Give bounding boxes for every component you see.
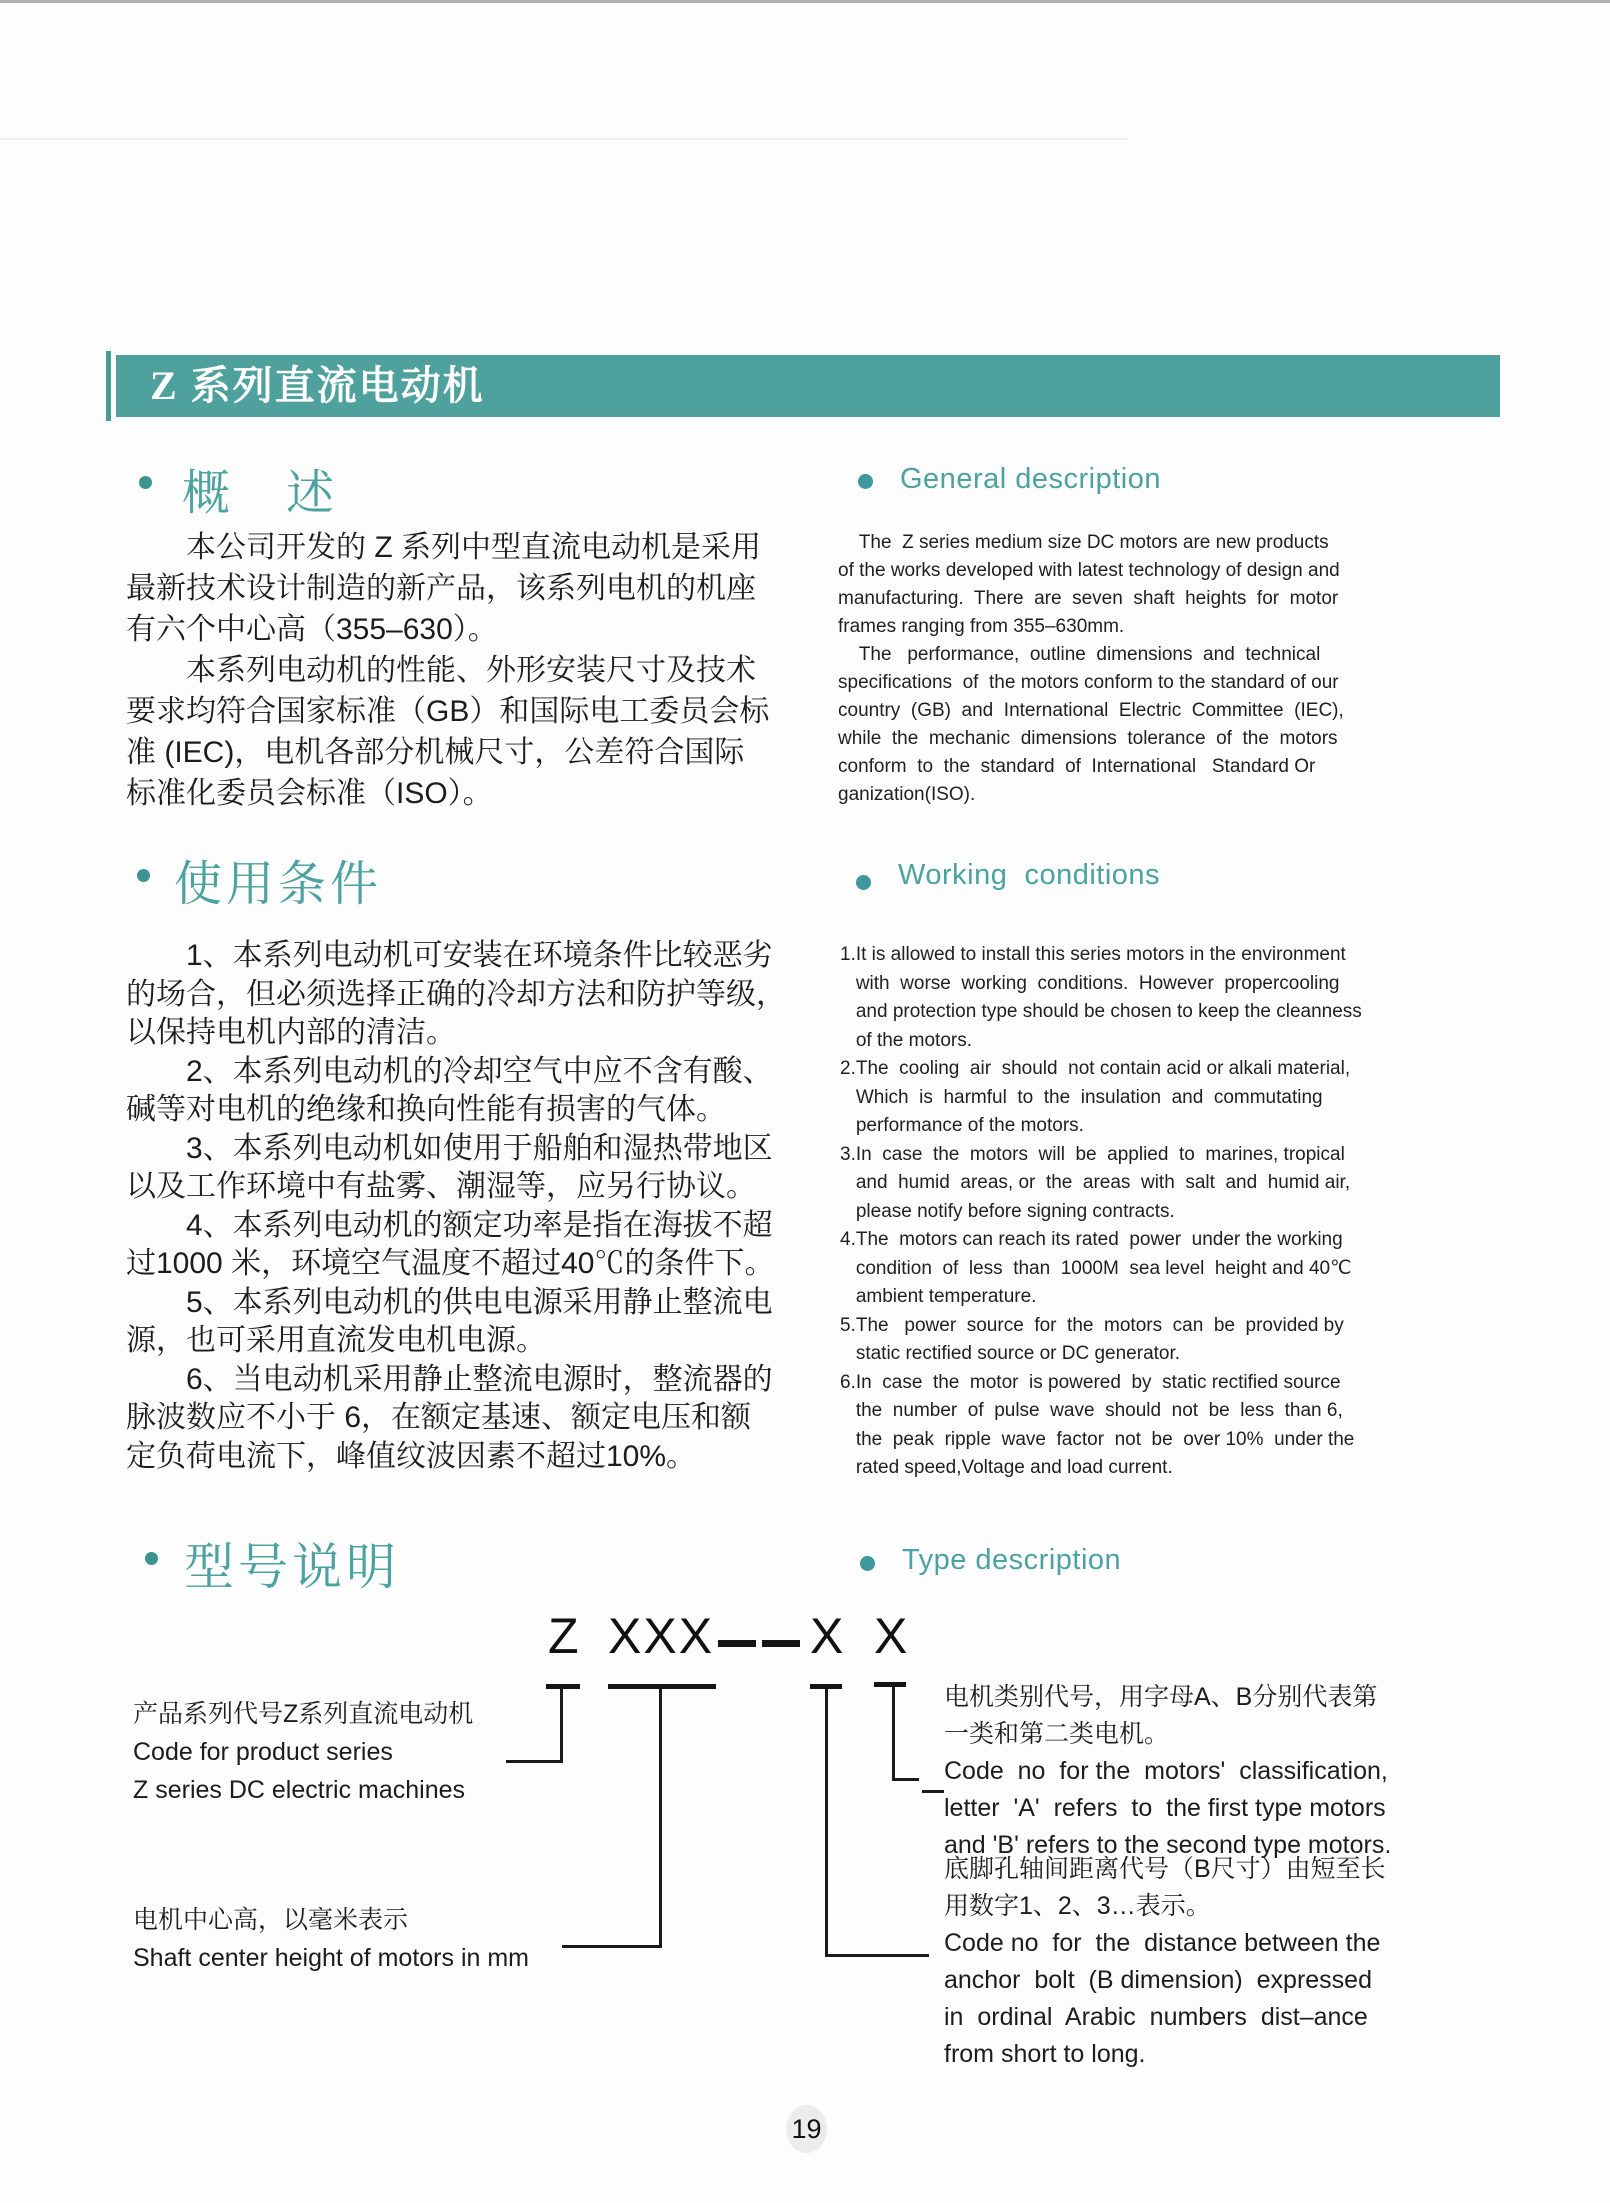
underline-frame <box>608 1684 716 1689</box>
text-line: in ordinal Arabic numbers dist–ance <box>944 2003 1368 2031</box>
text-line: 电机类别代号，用字母A、B分别代表第 <box>944 1683 1378 1711</box>
page-number: 19 <box>791 2114 822 2144</box>
connector-frame-horizontal <box>562 1945 661 1948</box>
type-heading-en: Type description <box>902 1544 1122 1576</box>
text-line: specifications of the motors conform to the standard of our <box>838 672 1339 693</box>
text-line: please notify before signing contracts. <box>840 1200 1175 1222</box>
connector-class-vertical <box>892 1687 895 1781</box>
connector-anchor-horizontal <box>825 1954 929 1957</box>
text-line: 的场合，但必须选择正确的冷却方法和防护等级， <box>126 977 786 1011</box>
text-line: 电机中心高，以毫米表示 <box>133 1906 409 1934</box>
text-line: 底脚孔轴间距离代号（B尺寸）由短至长 <box>944 1855 1386 1883</box>
text-line: 1、本系列电动机可安装在环境条件比较恶劣 <box>126 939 773 972</box>
text-line: and protection type should be chosen to keep the cleanness <box>840 1001 1362 1022</box>
text-line: 3.In case the motors will be applied to marines, tropical <box>840 1143 1345 1165</box>
text-line: ambient temperature. <box>840 1286 1037 1307</box>
text-line: 用数字1、2、3…表示。 <box>944 1892 1211 1920</box>
text-line: while the mechanic dimensions tolerance of the motors <box>838 728 1338 749</box>
text-line: and humid areas, or the areas with salt and humid air, <box>840 1172 1351 1193</box>
text-line: 1.It is allowed to install this series motors in the environment <box>840 944 1346 965</box>
formula-class-code: X <box>874 1608 910 1664</box>
formula-series-code: Z <box>548 1608 581 1664</box>
text-line: 5.The power source for the motors can be provided by <box>840 1314 1344 1336</box>
text-line: 本系列电动机的性能、外形安装尺寸及技术 <box>126 654 756 687</box>
bullet-icon <box>858 474 873 489</box>
text-line: 6.In case the motor is powered by static rectified source <box>840 1371 1341 1393</box>
text-line: the peak ripple wave factor not be over 10% under the <box>840 1428 1355 1450</box>
callout-center-height <box>133 1901 529 1977</box>
text-line: the number of pulse wave should not be less than 6, <box>840 1400 1343 1421</box>
callout-classification <box>944 1679 1391 1864</box>
text-line: 一类和第二类电机。 <box>944 1720 1170 1748</box>
text-line: 3、本系列电动机如使用于船舶和湿热带地区 <box>126 1131 773 1165</box>
overview-text-en <box>838 529 1344 809</box>
text-line: rated speed,Voltage and load current. <box>840 1457 1173 1478</box>
working-text-zh <box>126 937 786 1476</box>
text-line: static rectified source or DC generator. <box>840 1343 1181 1364</box>
text-line: 定负荷电流下，峰值纹波因素不超过10%。 <box>126 1439 697 1473</box>
formula-anchor-code: X <box>810 1608 846 1664</box>
callout-anchor-bolt <box>944 1851 1386 2073</box>
underline-x2 <box>874 1682 906 1687</box>
text-line: The performance, outline dimensions and technical <box>838 644 1321 665</box>
bullet-icon <box>137 869 150 882</box>
text-line: 2、本系列电动机的冷却空气中应不含有酸、 <box>126 1054 773 1088</box>
banner-accent-bar <box>106 351 111 421</box>
text-line: 4.The motors can reach its rated power under the working <box>840 1229 1343 1250</box>
text-line: 标准化委员会标准（ISO）。 <box>126 777 493 810</box>
text-line: 有六个中心高（355–630）。 <box>126 613 498 646</box>
text-line: conform to the standard of International Standard Or <box>838 756 1316 777</box>
bullet-icon <box>860 1556 875 1571</box>
working-heading-en: Working conditions <box>898 859 1161 891</box>
connector-class-horizontal <box>892 1778 919 1781</box>
text-line: letter 'A' refers to the first type motors <box>944 1794 1386 1822</box>
formula-frame-code: XXX <box>608 1608 715 1664</box>
text-line: ganization(ISO). <box>838 784 976 805</box>
text-line: condition of less than 1000M sea level height and 40℃ <box>840 1257 1352 1279</box>
text-line: manufacturing. There are seven shaft heights for motor <box>838 588 1339 609</box>
connector-anchor-vertical <box>825 1689 828 1957</box>
text-line: 以及工作环境中有盐雾、潮湿等，应另行协议。 <box>126 1170 756 1203</box>
scan-artifact-line <box>0 138 1128 140</box>
text-line: 6、当电动机采用静止整流电源时，整流器的 <box>126 1362 773 1396</box>
text-line: of the motors. <box>840 1029 972 1051</box>
text-line: Shaft center height of motors in mm <box>133 1944 530 1972</box>
text-line: and 'B' refers to the second type motors. <box>944 1831 1392 1859</box>
underline-series <box>546 1684 580 1689</box>
text-line: Z series DC electric machines <box>133 1776 466 1804</box>
text-line: 最新技术设计制造的新产品，该系列电机的机座 <box>126 572 756 605</box>
overview-heading-en: General description <box>900 463 1161 495</box>
text-line: 碱等对电机的绝缘和换向性能有损害的气体。 <box>126 1093 726 1126</box>
text-line: frames ranging from 355–630mm. <box>838 616 1125 637</box>
text-line: 脉波数应不小于 6，在额定基速、额定电压和额 <box>126 1401 752 1434</box>
overview-heading-zh: 概 述 <box>182 467 339 520</box>
bullet-icon <box>856 875 871 890</box>
text-line: 过1000 米，环境空气温度不超过40℃的条件下。 <box>126 1247 775 1280</box>
working-text-en <box>840 941 1362 1483</box>
connector-series-horizontal <box>506 1760 562 1763</box>
text-line: 准 (IEC)，电机各部分机械尺寸，公差符合国际 <box>126 736 745 769</box>
page-title: Z 系列直流电动机 <box>150 363 485 408</box>
connector-frame-vertical <box>659 1689 662 1948</box>
series-title-banner <box>116 355 1500 417</box>
text-line: Code no for the motors' classification, <box>944 1757 1388 1785</box>
text-line: 2.The cooling air should not contain acid or alkali material, <box>840 1058 1351 1079</box>
connector-class-tick <box>922 1790 944 1793</box>
text-line: anchor bolt (B dimension) expressed <box>944 1966 1372 1994</box>
overview-text-zh <box>126 527 769 814</box>
text-line: 源，也可采用直流发电机电源。 <box>126 1324 546 1357</box>
type-heading-zh: 型号说明 <box>184 1539 400 1595</box>
text-line: country (GB) and International Electric Committee (IEC), <box>838 700 1344 721</box>
formula-dash <box>762 1640 800 1647</box>
connector-series-vertical <box>560 1689 563 1763</box>
bullet-icon <box>145 1552 158 1565</box>
page-number-badge <box>786 2105 827 2153</box>
text-line: 以保持电机内部的清洁。 <box>126 1016 456 1049</box>
callout-product-series <box>133 1695 473 1809</box>
text-line: 产品系列代号Z系列直流电动机 <box>133 1700 474 1728</box>
text-line: Which is harmful to the insulation and commutating <box>840 1086 1323 1108</box>
text-line: performance of the motors. <box>840 1115 1084 1136</box>
text-line: with worse working conditions. However propercooling <box>840 972 1340 994</box>
text-line: Code for product series <box>133 1738 393 1766</box>
text-line: Code no for the distance between the <box>944 1929 1381 1957</box>
text-line: of the works developed with latest technology of design and <box>838 560 1340 581</box>
text-line: The Z series medium size DC motors are new products <box>838 532 1329 553</box>
text-line: 要求均符合国家标准（GB）和国际电工委员会标 <box>126 695 770 728</box>
text-line: from short to long. <box>944 2040 1146 2068</box>
formula-dash <box>718 1640 756 1647</box>
bullet-icon <box>139 476 152 489</box>
text-line: 5、本系列电动机的供电电源采用静止整流电 <box>126 1285 773 1319</box>
working-heading-zh: 使用条件 <box>174 858 383 911</box>
text-line: 4、本系列电动机的额定功率是指在海拔不超 <box>126 1208 773 1242</box>
text-line: 本公司开发的 Z 系列中型直流电动机是采用 <box>126 531 761 564</box>
